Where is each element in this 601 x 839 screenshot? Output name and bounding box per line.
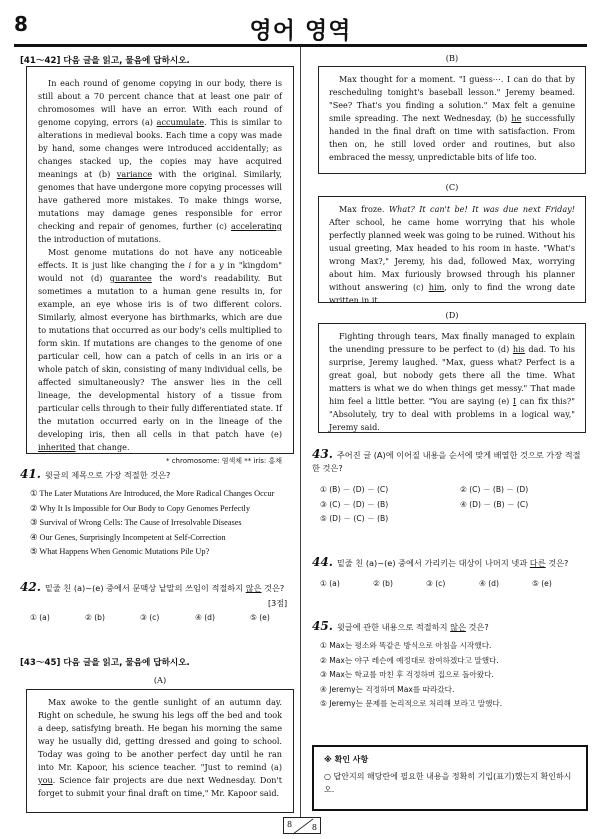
option-1[interactable]: ① (a) [30, 613, 50, 622]
check-notice-text: ○ 답안지의 해당란에 필요한 내용을 정확히 기입(표기)했는지 확인하시오. [324, 772, 572, 794]
option-4[interactable]: ④ (d) [195, 613, 215, 622]
subject-title: 영어 영역 [249, 18, 352, 44]
page-indicator [283, 817, 321, 834]
footnote: * chromosome: 염색체 ** iris: 홍채 [165, 457, 282, 465]
passage-label-c: (C) [445, 182, 459, 192]
option-2[interactable]: ② (b) [85, 613, 105, 622]
question-42-options [30, 611, 296, 626]
option-2[interactable]: ② Why It Is Impossible for Our Body to Copy Genomes Perfectly [30, 503, 250, 513]
current-page: 8 [287, 820, 293, 829]
points-badge: [3점] [268, 599, 288, 608]
passage-b: Max thought for a moment. "I guess⋯. I can do that by rescheduling tonight's baseball lesson." Jeremy beamed. "See? That's you finding a solution." Max felt a genuine smile spreading. The next Wednesday, (b) he successfully handed in the final draft on time with satisfaction. From then on, he still loved order and routines, but also embraced the messy, unpredictable bits of life too. [318, 66, 586, 174]
option-3[interactable]: ③ (c) [426, 579, 446, 588]
passage-paragraph-1: In each round of genome copying in our body, there is still about a 70 percent chance that at least one pair of chromosomes will have an error. With each round of genome copying, errors (a) accumulate. This is similar to alterations in medieval books. Each time a copy was made by hand, some changes were introduced accidentally; as changes stacked up, the copies may have acquired meanings at (b) variance with the original. Similarly, genomes that have undergone more copying processes will have gathered more mistakes. To make things worse, mutations may damage genes responsible for error checking and repair of genomes, further (c) accelerating the introduction of mutations. [38, 78, 283, 244]
option-1[interactable]: ① Max는 평소와 똑같은 방식으로 아침을 시작했다. [320, 641, 492, 650]
passage-d: Fighting through tears, Max finally managed to explain the unending pressure to be perfect to (d) his dad. To his surprise, Jeremy laughed. "Max, guess what? Perfect is a great goal, but nobody gets there all the time. What matters is what we do when things get messy." That made him feel a little better. "You are saying (e) I can fix this?" "Absolutely, try to deal with problems in a logical way," Jeremy said. [318, 323, 586, 433]
option-1[interactable]: ① The Later Mutations Are Introduced, the More Radical Changes Occur [30, 489, 275, 498]
question-42: 42. 밑줄 친 (a)~(e) 중에서 문맥상 낱말의 쓰임이 적절하지 않은 것은? [20, 580, 285, 594]
passage-a: Max awoke to the gentle sunlight of an autumn day. Right on schedule, he swung his legs off the bed and took a deep, satisfying breath. He began his morning the same way he usually did, getting dressed and going to school. Today was going to be another perfect day until he ran into Mr. Kapoor, his science teacher. "Just to remind (a) you. Science fair projects are due next Wednesday. Don't forget to submit your final draft on time," Mr. Kapoor said. [26, 689, 294, 813]
option-4[interactable]: ④ (D) － (B) － (C) [460, 499, 529, 509]
question-41: 41. 윗글의 제목으로 가장 적절한 것은? [20, 467, 171, 481]
passage-c: Max froze. What? It can't be! It was due next Friday! After school, he came home worrying that his whole perfectly planned week was going to be ruined. Without his usual greeting, Max headed to his room in haste. "What's wrong Max?," Jeremy, his dad, followed Max, worrying about him. Max furiously browsed through his planner without answering (c) him, only to find the wrong date written in it. [318, 196, 586, 303]
option-4[interactable]: ④ Our Genes, Surprisingly Incompetent at Self-Correction [30, 532, 226, 542]
question-44-options [320, 577, 590, 592]
section-heading-41-42: [41～42] 다음 글을 읽고, 물음에 답하시오. [20, 56, 190, 66]
option-4[interactable]: ④ (d) [479, 579, 499, 588]
check-notice-title: ※ 확인 사항 [324, 755, 369, 764]
option-3[interactable]: ③ Max는 학교를 마친 후 걱정하며 집으로 돌아왔다. [320, 670, 494, 679]
option-5[interactable]: ⑤ (D) － (C) － (B) [320, 514, 389, 523]
passage-paragraph-2: Most genome mutations do not have any noticeable effects. It is just like changing the i for a y in "kingdom" would not (d) guarantee the word's readability. But sometimes a mutation to a human gene results in, for example, an eye whose iris is of two different colors. Similarly, almost everyone has birthmarks, which are due to mutations that occurred as our body's cells multiplied to form skin. If mutations are changes to the genome of one particular cell, how can a patch of cells in an iris or a whole patch of skin, consisting of many individual cells, be affected simultaneously? The answer lies in the cell lineage, the developmental history of a tissue from particular cells through to their fully differentiated state. If the mutation occurred early on in the lineage of the developing iris, then all cells in that patch have (e) inherited that change. [38, 247, 282, 452]
option-5[interactable]: ⑤ What Happens When Genomic Mutations Pile Up? [30, 547, 210, 556]
option-2[interactable]: ② (b) [373, 579, 393, 588]
option-3[interactable]: ③ Survival of Wrong Cells: The Cause of Irresolvable Diseases [30, 518, 242, 527]
option-1[interactable]: ① (B) － (D) － (C) [320, 485, 389, 494]
option-5[interactable]: ⑤ (e) [250, 613, 270, 622]
passage-label-d: (D) [445, 310, 459, 320]
option-2[interactable]: ② (C) － (B) － (D) [460, 485, 529, 494]
question-43: 43. 주어진 글 (A)에 이어질 내용을 순서에 맞게 배열한 것으로 가장 적절한 것은? [312, 447, 581, 473]
option-5[interactable]: ⑤ Jeremy는 문제를 논리적으로 처리해 보라고 말했다. [320, 699, 503, 708]
question-44: 44. 밑줄 친 (a)~(e) 중에서 가리키는 대상이 나머지 넷과 다른 것은? [312, 555, 569, 569]
option-5[interactable]: ⑤ (e) [532, 579, 552, 588]
section-heading-43-45: [43～45] 다음 글을 읽고, 물음에 답하시오. [20, 658, 190, 668]
option-4[interactable]: ④ Jeremy는 걱정하며 Max를 따라갔다. [320, 684, 455, 694]
column-divider [300, 47, 301, 817]
question-45: 45. 윗글에 관한 내용으로 적절하지 않은 것은? [312, 619, 489, 633]
question-43-options [320, 483, 590, 527]
passage-label-a: (A) [153, 675, 167, 685]
passage-41-42 [26, 66, 294, 465]
option-3[interactable]: ③ (C) － (D) － (B) [320, 499, 389, 509]
option-2[interactable]: ② Max는 야구 레슨에 예정대로 참여하겠다고 말했다. [320, 655, 499, 665]
option-3[interactable]: ③ (c) [140, 613, 160, 622]
total-pages: 8 [311, 823, 317, 832]
question-41-options [30, 487, 296, 560]
question-45-options [320, 639, 590, 712]
page-number: 8 [14, 12, 28, 36]
check-notice-box [312, 745, 588, 811]
option-1[interactable]: ① (a) [320, 579, 340, 588]
passage-label-b: (B) [445, 53, 459, 63]
page-header [0, 0, 601, 48]
